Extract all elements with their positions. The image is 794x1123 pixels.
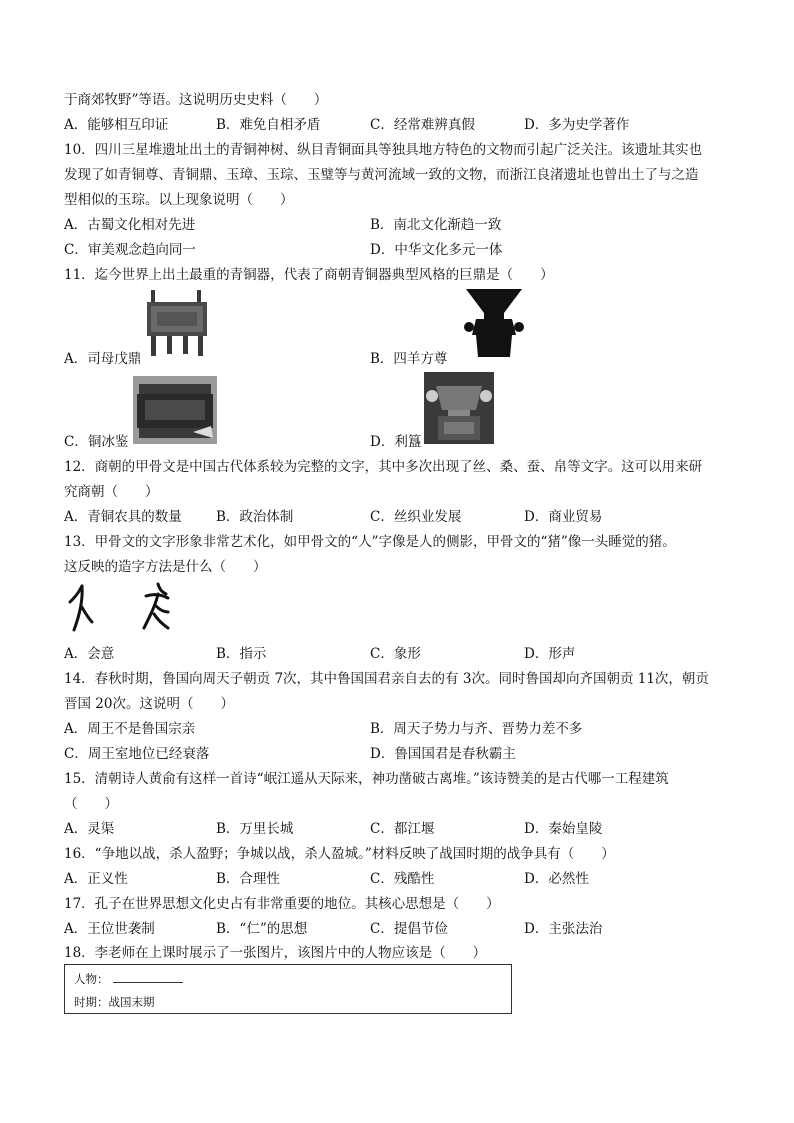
q18-info-card — [64, 964, 512, 1014]
person-label: 人物： — [74, 972, 109, 986]
period-value: 战国末期 — [108, 995, 155, 1009]
period-row — [74, 994, 155, 1010]
q11-option-a[interactable]: A．司母戊鼎 — [64, 351, 142, 367]
q12-option-d[interactable]: D．商业贸易 — [524, 509, 603, 525]
q15-option-d[interactable]: D．秦始皇陵 — [524, 821, 603, 837]
q10-option-b[interactable]: B．南北文化渐趋一致 — [370, 217, 502, 233]
q14-stem-line: 14．春秋时期，鲁国向周天子朝贡 7次，其中鲁国国君亲自去的有 3次。同时鲁国却向齐国朝贡 11次，朝贡 — [64, 671, 709, 687]
q13-stem-line: 这反映的造字方法是什么（ ） — [64, 559, 267, 575]
q15-stem-line: 15．清朝诗人黄俞有这样一首诗“岷江遥从天际来，神功凿破古离堆。”该诗赞美的是古代哪一工程建筑 — [64, 771, 669, 787]
q16-option-a[interactable]: A．正义性 — [64, 871, 128, 887]
q12-option-b[interactable]: B．政治体制 — [216, 509, 294, 525]
person-blank — [113, 972, 183, 983]
q13-option-d[interactable]: D．形声 — [524, 646, 576, 662]
q10-stem-line: 发现了如青铜尊、青铜鼎、玉璋、玉琮、玉璧等与黄河流域一致的文物，而浙江良渚遗址也曾出土了与之造 — [64, 167, 699, 183]
q17-option-d[interactable]: D．主张法治 — [524, 921, 603, 937]
q16-option-b[interactable]: B．合理性 — [216, 871, 280, 887]
q13-option-b[interactable]: B．指示 — [216, 646, 267, 662]
q14-stem-line: 晋国 20次。这说明（ ） — [64, 696, 234, 712]
q17-option-a[interactable]: A．王位世袭制 — [64, 921, 155, 937]
siyang-fangzun-image — [460, 289, 528, 357]
q11-stem: 11．迄今世界上出土最重的青铜器，代表了商朝青铜器典型风格的巨鼎是（ ） — [64, 267, 554, 283]
q10-stem-line: 10．四川三星堆遗址出土的青铜神树、纵目青铜面具等独具地方特色的文物而引起广泛关注。该遗址其实也 — [64, 142, 703, 158]
q14-option-d[interactable]: D．鲁国国君是春秋霸主 — [370, 746, 516, 762]
q13-option-c[interactable]: C．象形 — [370, 646, 421, 662]
q10-option-c[interactable]: C．审美观念趋向同一 — [64, 242, 196, 258]
q11-option-b[interactable]: B．四羊方尊 — [370, 351, 448, 367]
q12-option-c[interactable]: C．丝织业发展 — [370, 509, 462, 525]
li-gui-image — [424, 372, 494, 444]
q12-stem-line: 究商朝（ ） — [64, 484, 159, 500]
q10-option-d[interactable]: D．中华文化多元一体 — [370, 242, 503, 258]
q15-option-c[interactable]: C．都江堰 — [370, 821, 435, 837]
q11-option-d[interactable]: D．利簋 — [370, 434, 422, 450]
simuwu-ding-image — [143, 290, 211, 358]
q15-option-a[interactable]: A．灵渠 — [64, 821, 115, 837]
bronze-ice-jian-image — [133, 376, 217, 444]
q16-option-d[interactable]: D．必然性 — [524, 871, 589, 887]
q15-option-b[interactable]: B．万里长城 — [216, 821, 294, 837]
q15-stem-line: （ ） — [64, 796, 118, 812]
oracle-zhu-glyph — [140, 582, 172, 634]
q16-stem: 16．“争地以战，杀人盈野；争城以战，杀人盈城。”材料反映了战国时期的战争具有（ ） — [64, 846, 615, 862]
q9-stem: 于商郊牧野”等语。这说明历史史料（ ） — [64, 92, 328, 108]
q14-option-b[interactable]: B．周天子势力与齐、晋势力差不多 — [370, 721, 583, 737]
q13-stem-line: 13．甲骨文的文字形象非常艺术化，如甲骨文的“人”字像是人的侧影，甲骨文的“猪”像一头睡觉的猪。 — [64, 534, 676, 550]
q14-option-c[interactable]: C．周王室地位已经衰落 — [64, 746, 210, 762]
person-row — [74, 971, 183, 987]
q9-option-d[interactable]: D．多为史学著作 — [524, 117, 630, 133]
q16-option-c[interactable]: C．残酷性 — [370, 871, 435, 887]
oracle-ren-glyph — [68, 584, 94, 634]
q9-option-b[interactable]: B．难免自相矛盾 — [216, 117, 321, 133]
q14-option-a[interactable]: A．周王不是鲁国宗亲 — [64, 721, 196, 737]
q17-stem: 17．孔子在世界思想文化史占有非常重要的地位。其核心思想是（ ） — [64, 896, 500, 912]
q12-option-a[interactable]: A．青铜农具的数量 — [64, 509, 182, 525]
q13-option-a[interactable]: A．会意 — [64, 646, 115, 662]
q17-option-b[interactable]: B．“仁”的思想 — [216, 921, 308, 937]
q18-stem: 18．李老师在上课时展示了一张图片，该图片中的人物应该是（ ） — [64, 945, 487, 961]
period-label: 时期： — [74, 995, 109, 1009]
q9-option-a[interactable]: A．能够相互印证 — [64, 117, 169, 133]
q11-option-c[interactable]: C．铜冰鉴 — [64, 434, 129, 450]
q10-stem-line: 型相似的玉琮。以上现象说明（ ） — [64, 192, 294, 208]
q12-stem-line: 12．商朝的甲骨文是中国古代体系较为完整的文字，其中多次出现了丝、桑、蚕、帛等文字。这可以用来研 — [64, 459, 703, 475]
q10-option-a[interactable]: A．古蜀文化相对先进 — [64, 217, 196, 233]
q9-option-c[interactable]: C．经常难辨真假 — [370, 117, 475, 133]
q17-option-c[interactable]: C．提倡节俭 — [370, 921, 448, 937]
